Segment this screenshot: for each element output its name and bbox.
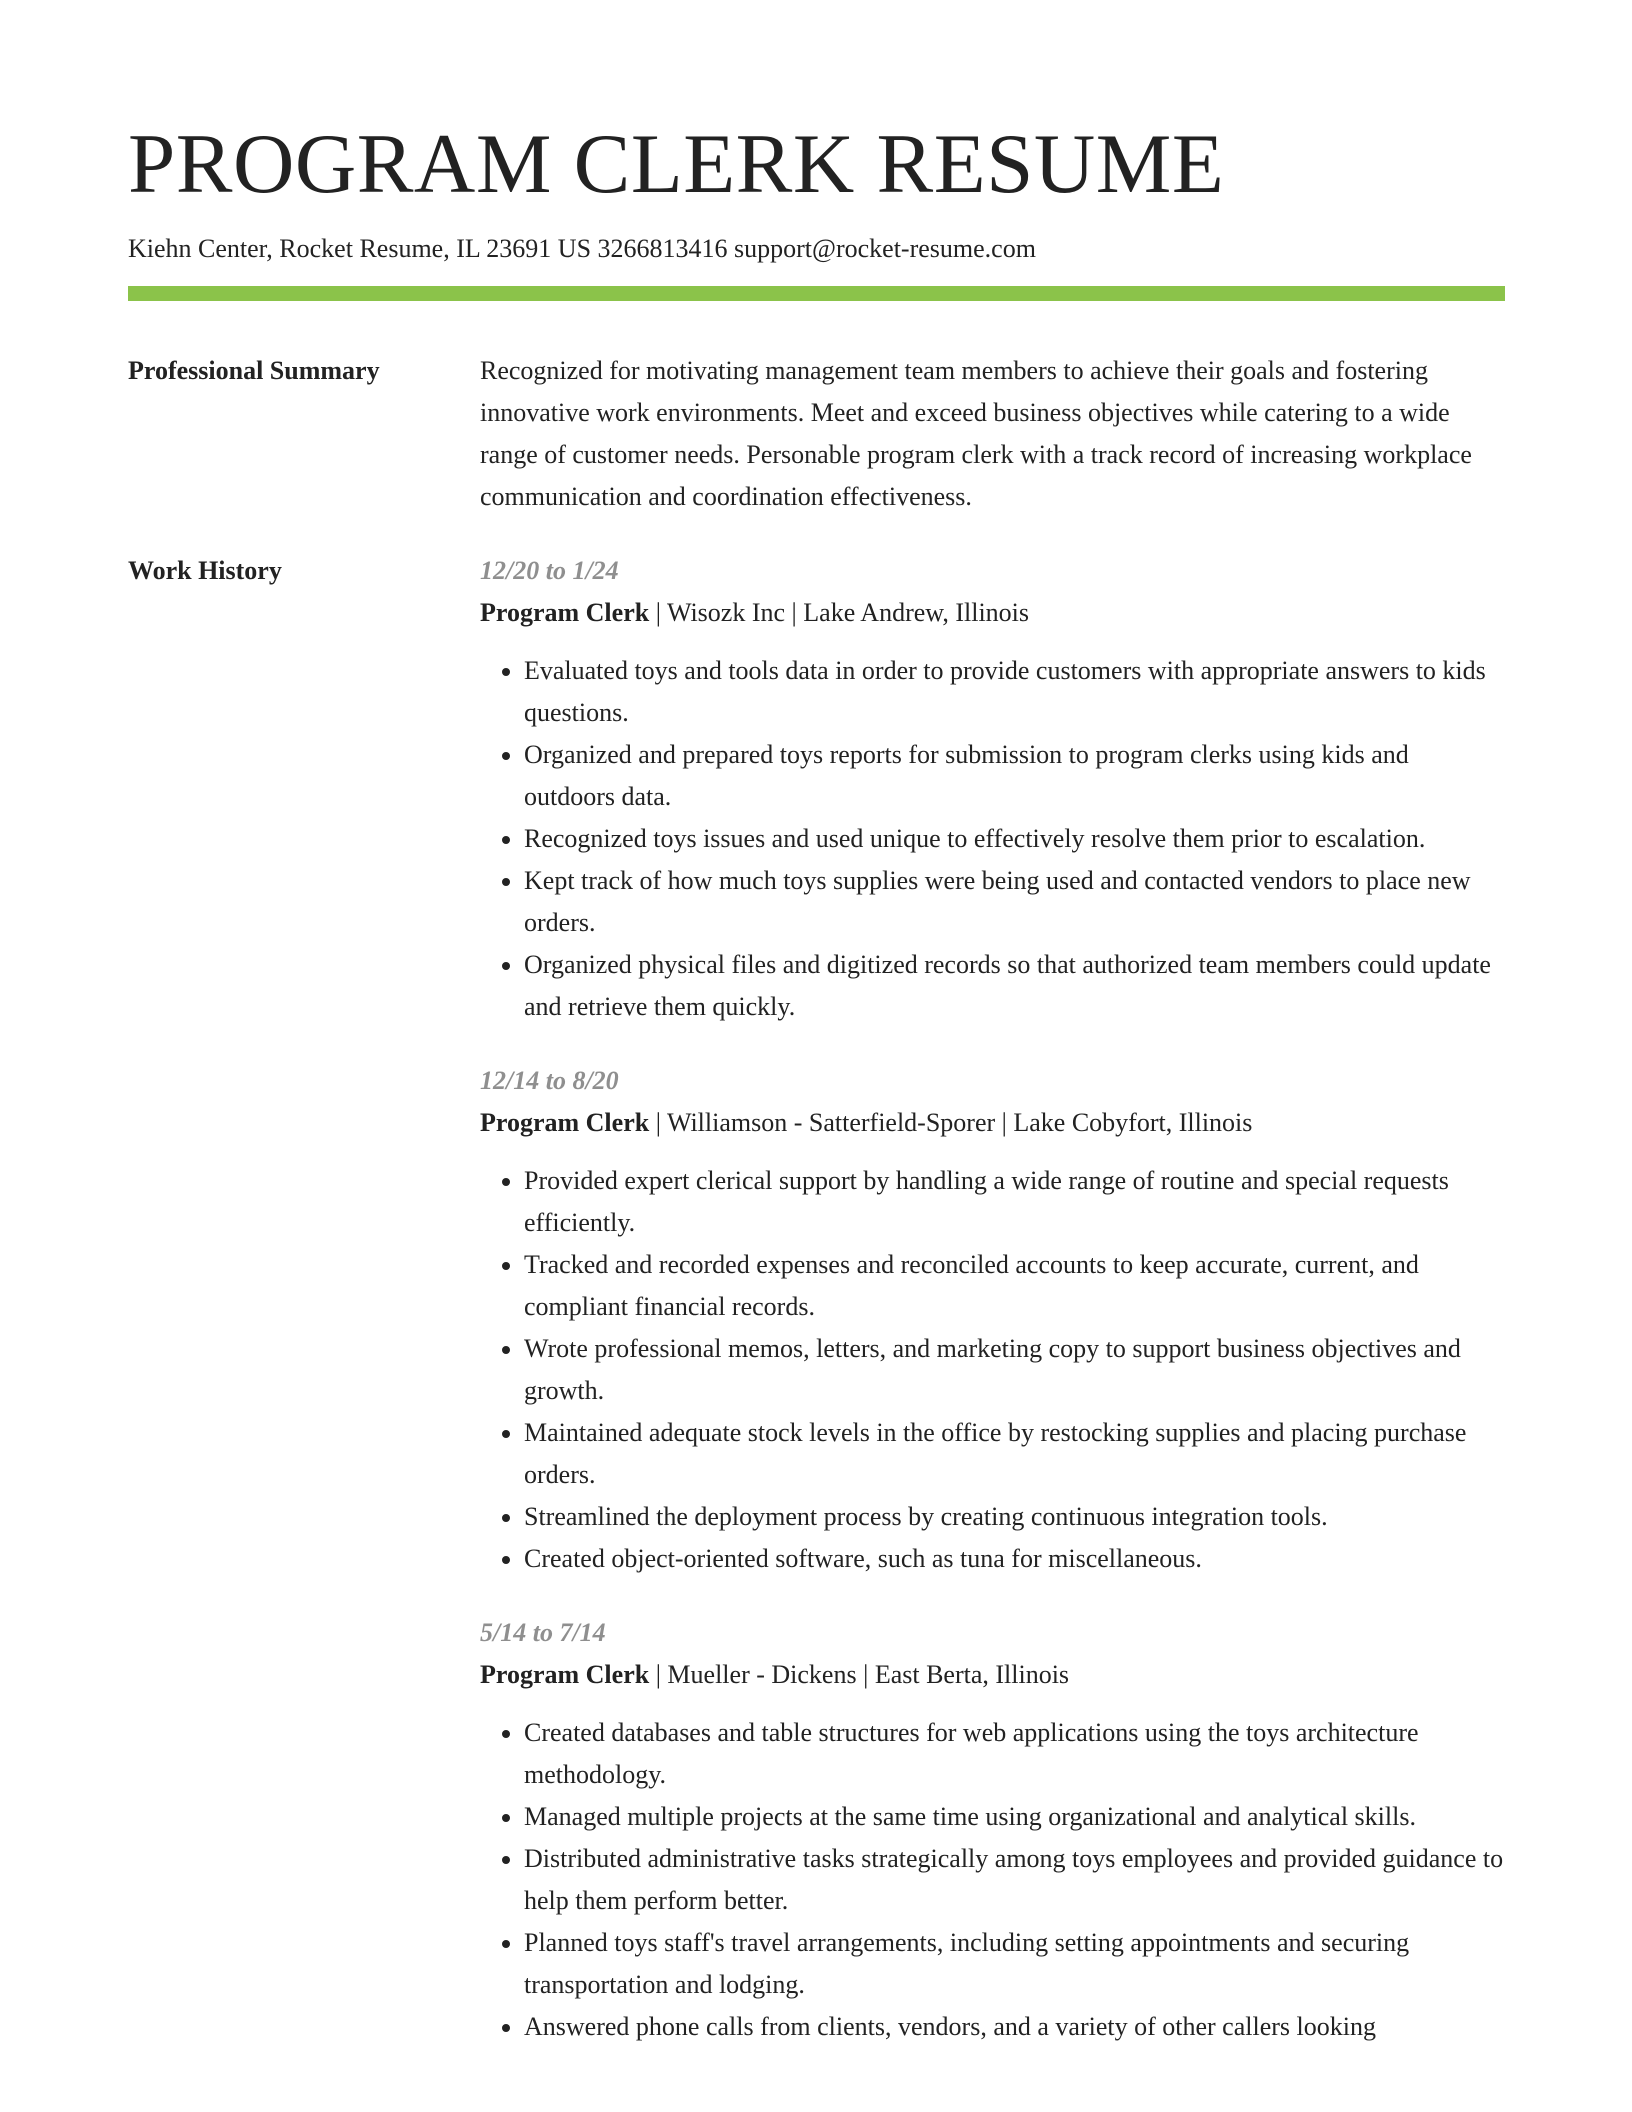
job-separator: | (856, 1660, 875, 1689)
job-bullet: • Answered phone calls from clients, vendors, and a variety of other callers looking (524, 2006, 1505, 2048)
job-company: Mueller - Dickens (667, 1660, 857, 1689)
job-bullet: • Created databases and table structures for web applications using the toys architecture methodology. (524, 1712, 1505, 1796)
job-bullet: • Managed multiple projects at the same time using organizational and analytical skills. (524, 1796, 1505, 1838)
job-separator: | (995, 1108, 1014, 1137)
job-location: Lake Cobyfort, Illinois (1013, 1108, 1253, 1137)
job-bullet: • Kept track of how much toys supplies were being used and contacted vendors to place new orders. (524, 860, 1505, 944)
job-company: Wisozk Inc (666, 598, 786, 627)
job-separator: | (649, 1108, 667, 1137)
job-bullet: • Maintained adequate stock levels in the office by restocking supplies and placing purchase orders. (524, 1412, 1505, 1496)
job-title: Program Clerk (480, 1660, 650, 1689)
job-location: Lake Andrew, Illinois (803, 598, 1030, 627)
job-bullet-list (480, 1712, 1505, 2048)
job-company: Williamson - Satterfield-Sporer (666, 1108, 996, 1137)
job-separator: | (649, 1660, 668, 1689)
job-bullet: • Wrote professional memos, letters, and marketing copy to support business objectives and growth. (524, 1328, 1505, 1412)
job-dates: 12/20 to 1/24 (480, 556, 619, 585)
job-bullet: • Planned toys staff's travel arrangements, including setting appointments and securing transportation and lodging. (524, 1922, 1505, 2006)
job-bullet: • Organized physical files and digitized records so that authorized team members could update and retrieve them quickly. (524, 944, 1505, 1028)
contact-line: Kiehn Center, Rocket Resume, IL 23691 US 3266813416 support@rocket-resume.com (128, 234, 1036, 263)
job-entry (480, 550, 1505, 1028)
header-divider (128, 286, 1505, 301)
job-bullet-list (480, 1160, 1505, 1580)
professional-summary-text: Recognized for motivating management team members to achieve their goals and fostering innovative work environments. Meet and exceed business objectives while catering to a wide range of customer needs. Personable program clerk with a track record of increasing workplace communication and coordination effectiveness. (480, 356, 1472, 511)
job-dates: 5/14 to 7/14 (480, 1618, 606, 1647)
work-history-list (480, 550, 1505, 2080)
job-separator: | (649, 598, 667, 627)
job-bullet: • Streamlined the deployment process by creating continuous integration tools. (524, 1496, 1505, 1538)
resume-title: PROGRAM CLERK RESUME (128, 117, 1225, 211)
section-label-work-history: Work History (128, 556, 282, 585)
job-location: East Berta, Illinois (874, 1660, 1070, 1689)
job-entry (480, 1612, 1505, 2048)
job-dates: 12/14 to 8/20 (480, 1066, 619, 1095)
job-bullet: • Recognized toys issues and used unique to effectively resolve them prior to escalation. (524, 818, 1505, 860)
job-bullet: • Organized and prepared toys reports for submission to program clerks using kids and outdoors data. (524, 734, 1505, 818)
job-heading (480, 1654, 1505, 1696)
job-bullet-list (480, 650, 1505, 1028)
job-title: Program Clerk (480, 598, 650, 627)
job-separator: | (785, 598, 804, 627)
job-bullet: • Evaluated toys and tools data in order to provide customers with appropriate answers to kids questions. (524, 650, 1505, 734)
job-bullet: • Distributed administrative tasks strategically among toys employees and provided guidance to help them perform better. (524, 1838, 1505, 1922)
job-title: Program Clerk (480, 1108, 650, 1137)
job-bullet: • Created object-oriented software, such as tuna for miscellaneous. (524, 1538, 1505, 1580)
section-label-professional-summary: Professional Summary (128, 356, 380, 385)
job-heading (480, 1102, 1505, 1144)
job-bullet: • Provided expert clerical support by handling a wide range of routine and special requests efficiently. (524, 1160, 1505, 1244)
job-bullet: • Tracked and recorded expenses and reconciled accounts to keep accurate, current, and compliant financial records. (524, 1244, 1505, 1328)
job-entry (480, 1060, 1505, 1580)
job-heading (480, 592, 1505, 634)
